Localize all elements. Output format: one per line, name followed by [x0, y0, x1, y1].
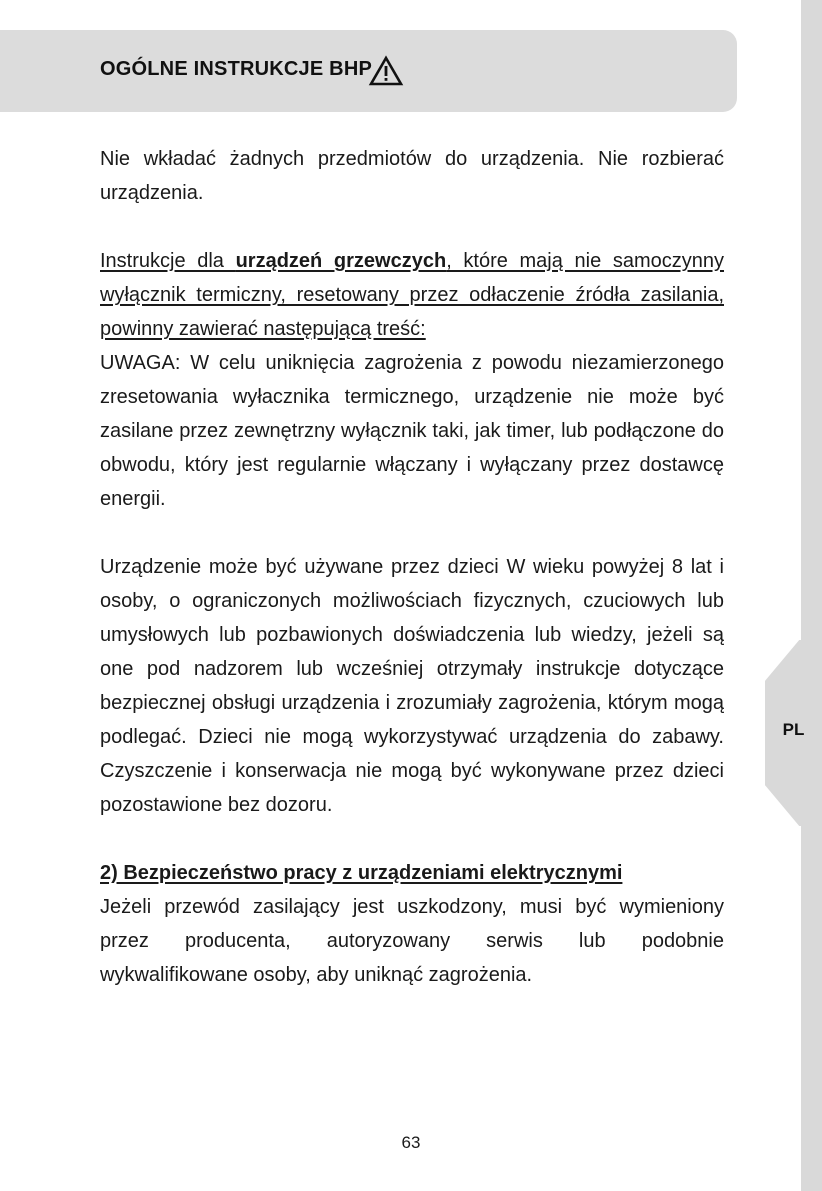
heating-intro-bold: urządzeń grzewczych [235, 250, 447, 272]
paragraph-disassembly-warning: Nie wkładać żadnych przedmiotów do urządzenia. Nie rozbierać urządzenia. [100, 148, 724, 204]
heating-devices-instruction [100, 244, 724, 346]
language-tab-label: PL [782, 720, 805, 739]
page-number: 63 [401, 1133, 421, 1152]
children-usage-paragraph: Urządzenie może być używane przez dzieci W wieku powyżej 8 lat i osoby, o ograniczonych możliwościach fizycznych, czuciowych lub umysłowych lub pozbawionych doświadczenia lub wiedzy, jeżeli są one pod nadzorem lub wcześniej otrzymały instrukcje dotyczące bezpiecznej obsługi urządzenia i zrozumiały zagrożenia, którym mogą podlegać. Dzieci nie mogą wykorzystywać urządzenia do zabawy. Czyszczenie i konserwacja nie mogą być wykonywane przez dzieci pozostawione bez dozoru. [100, 556, 724, 816]
thermal-cutout-warning: UWAGA: W celu uniknięcia zagrożenia z powodu niezamierzonego zresetowania wyłacznika termicznego, urządzenie nie może być zasilane przez zewnętrzny wyłącznik taki, jak timer, lub podłączone do obwodu, który jest regularnie włączany i wyłączany przez dostawcę energii. [100, 352, 724, 510]
side-margin-strip [801, 0, 822, 1191]
warning-triangle-icon [368, 55, 404, 87]
power-cord-paragraph: Jeżeli przewód zasilający jest uszkodzony, musi być wymieniony przez producenta, autoryzowany serwis lub podobnie wykwalifikowane osoby, aby uniknąć zagrożenia. [100, 896, 724, 986]
heating-intro-after: , które mają nie samoczynny wyłącznik termiczny, resetowany przez odłaczenie źródła zasilania, powinny zawierać następującą treść: [100, 250, 724, 340]
section-2-heading: 2) Bezpieczeństwo pracy z urządzeniami elektrycznymi [100, 862, 623, 884]
page-title: OGÓLNE INSTRUKCJE BHP [100, 58, 373, 80]
main-content [100, 142, 724, 992]
heating-intro-before: Instrukcje dla [100, 250, 236, 272]
